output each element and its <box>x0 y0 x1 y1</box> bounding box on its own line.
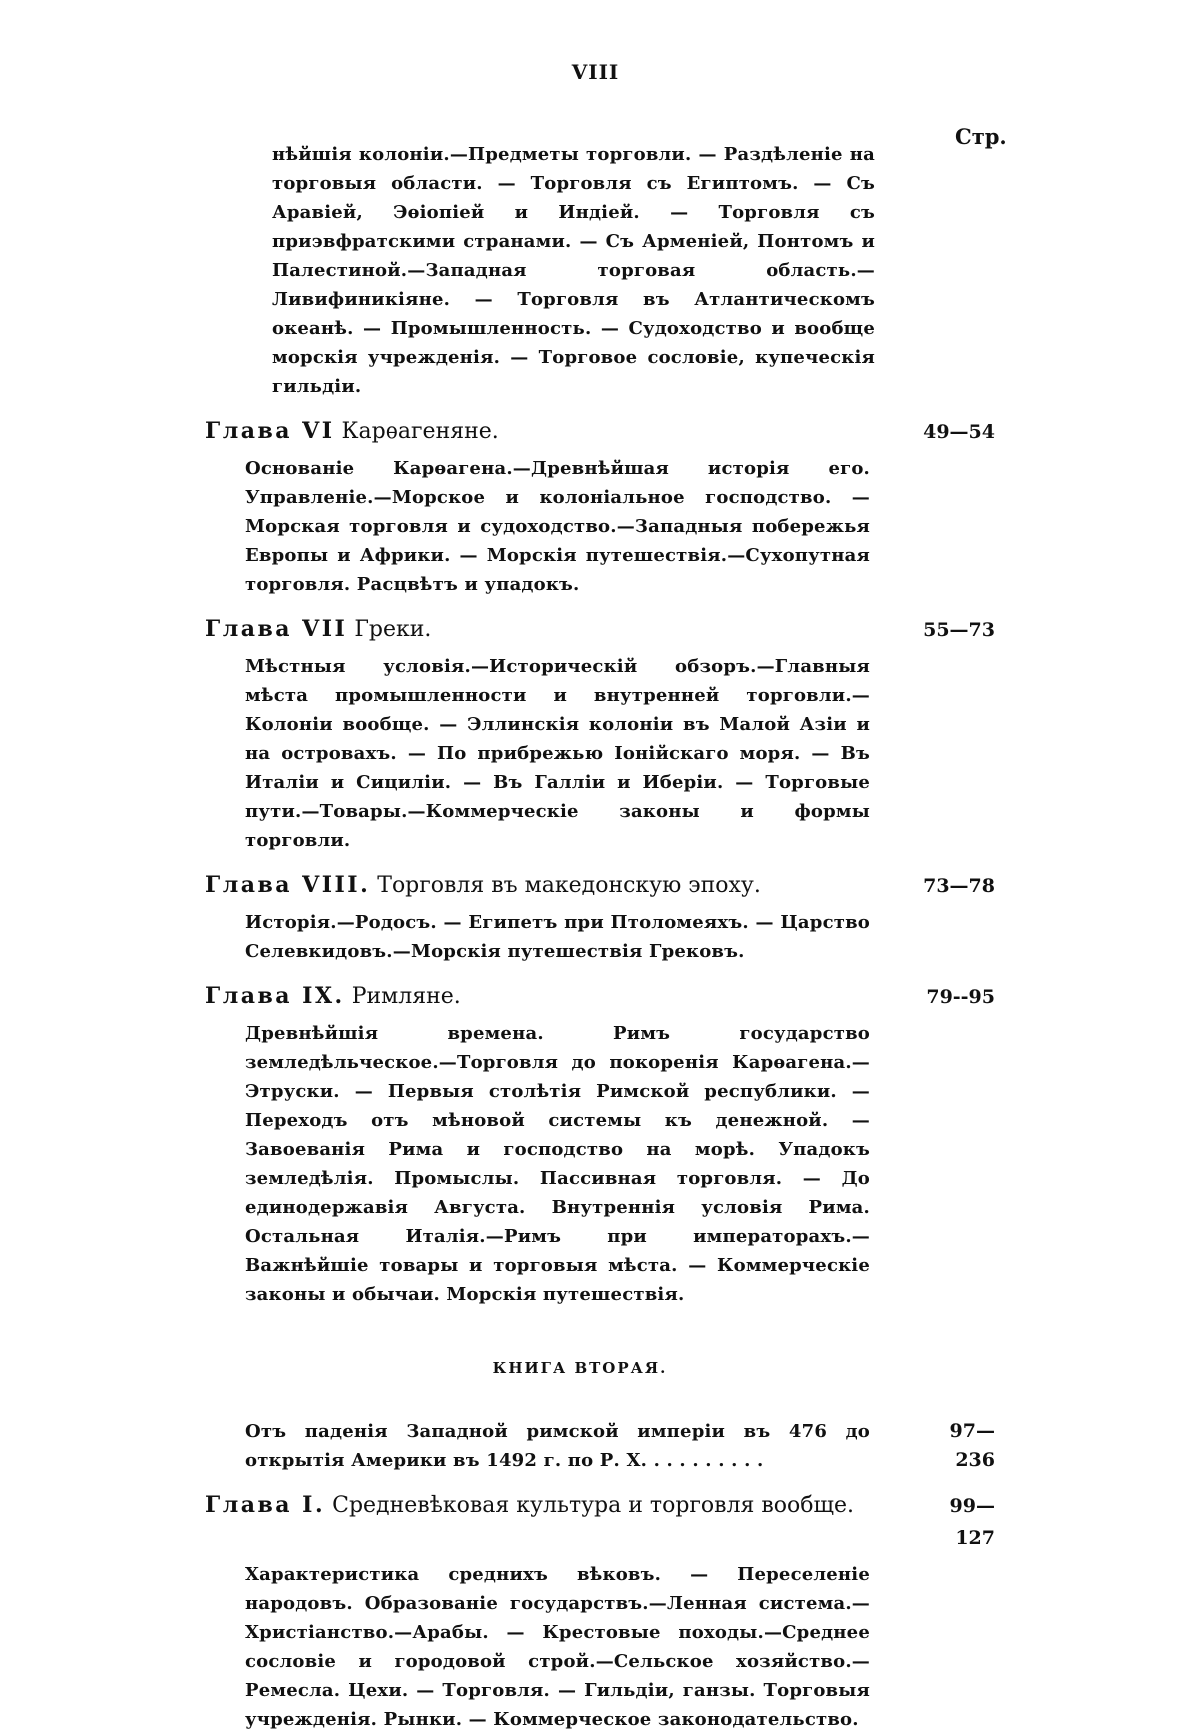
chapter-title <box>205 613 431 646</box>
chapter-label: Глава VI <box>205 418 335 444</box>
chapter-summary: Мѣстныя условія.—Историческій обзоръ.—Главныя мѣста промышленности и внутренней торговли.—Колоніи вообще. — Эллинскія колоніи въ Малой Азіи и на островахъ. — По прибрежью Іонійскаго моря. — Въ Италіи и Сициліи. — Въ Галліи и Иберіи. — Торговые пути.—Товары.—Коммерческіе законы и формы торговли. <box>245 656 870 851</box>
chapter-name: Карѳагеняне. <box>341 419 499 444</box>
chapter-heading <box>205 980 995 1013</box>
book-two-range-pages: 97—236 <box>949 1420 995 1471</box>
chapter-entry <box>205 980 995 1309</box>
chapter-pages: 49—54 <box>923 421 995 443</box>
chapter-label: Глава IX. <box>205 983 345 1009</box>
chapter-pages: 79--95 <box>926 986 995 1008</box>
chapter-name: Греки. <box>354 617 432 642</box>
chapter-title <box>205 869 761 902</box>
chapter-label: Глава VII <box>205 616 348 642</box>
chapter-entry <box>205 1489 995 1734</box>
book-two-range <box>205 1417 995 1475</box>
chapter-name: Торговля въ македонскую эпоху. <box>377 873 761 898</box>
chapter-summary: Характеристика среднихъ вѣковъ. — Переселеніе народовъ. Образованіе государствъ.—Ленная система.—Христіанство.—Арабы. — Крестовые походы.—Среднее сословіе и городовой строй.—Сельское хозяйство.—Ремесла. Цехи. — Торговля. — Гильдіи, ганзы. Торговыя учрежденія. Рынки. — Коммерческое законодательство. <box>245 1564 870 1730</box>
chapter-pages: 73—78 <box>923 875 995 897</box>
chapter-heading <box>205 613 995 646</box>
book-two-range-text: Отъ паденія Западной римской имперіи въ 476 до открытія Америки въ 1492 г. по Р. Х. . . . . . . . . . <box>245 1421 870 1471</box>
chapter-heading <box>205 1489 995 1554</box>
chapter-label: Глава VIII. <box>205 872 371 898</box>
intro-summary: нѣйшія колоніи.—Предметы торговли. — Раздѣленіе на торговыя области. — Торговля съ Египтомъ. — Съ Аравіей, Эѳіопіей и Индіей. — Торговля съ приэвфратскими странами. — Съ Арменіей, Понтомъ и Палестиной.—Западная торговая область.—Ливифиникіяне. — Торговля въ Атлантическомъ океанѣ. — Промышленность. — Судоходство и вообще морскія учрежденія. — Торговое сословіе, купеческія гильдіи. <box>272 144 875 397</box>
table-of-contents <box>205 140 995 1734</box>
book-two-heading: КНИГА ВТОРАЯ. <box>492 1359 668 1377</box>
chapter-title <box>205 415 499 448</box>
chapter-summary: Основаніе Карѳагена.—Древнѣйшая исторія его. Управленіе.—Морское и колоніальное господство. — Морская торговля и судоходство.—Западныя побережья Европы и Африки. — Морскія путешествія.—Сухопутная торговля. Расцвѣтъ и упадокъ. <box>245 458 870 595</box>
pages-column-label: Стр. <box>955 124 1007 149</box>
chapter-heading <box>205 869 995 902</box>
chapter-entry <box>205 869 995 966</box>
chapter-pages: 55—73 <box>923 619 995 641</box>
chapter-entry <box>205 415 995 599</box>
chapter-summary: Древнѣйшія времена. Римъ государство земледѣльческое.—Торговля до покоренія Карѳагена.—Этруски. — Первыя столѣтія Римской республики. — Переходъ отъ мѣновой системы къ денежной. — Завоеванія Рима и господство на морѣ. Упадокъ земледѣлія. Промыслы. Пассивная торговля. — До единодержавія Августа. Внутреннія условія Рима. Остальная Италія.—Римъ при императорахъ.—Важнѣйшіе товары и торговыя мѣста. — Коммерческіе законы и обычаи. Морскія путешествія. <box>245 1023 870 1305</box>
chapter-name: Римляне. <box>351 984 461 1009</box>
chapter-entry <box>205 613 995 855</box>
chapter-pages: 99—127 <box>949 1495 995 1549</box>
chapter-label: Глава I. <box>205 1492 326 1518</box>
page-number: VIII <box>571 60 620 84</box>
chapter-name: Средневѣковая культура и торговля вообще. <box>332 1493 854 1518</box>
chapter-title <box>205 980 461 1013</box>
chapter-heading <box>205 415 995 448</box>
chapter-title <box>205 1489 854 1522</box>
chapter-summary: Исторія.—Родосъ. — Египетъ при Птоломеяхъ. — Царство Селевкидовъ.—Морскія путешествія Грековъ. <box>245 912 870 962</box>
